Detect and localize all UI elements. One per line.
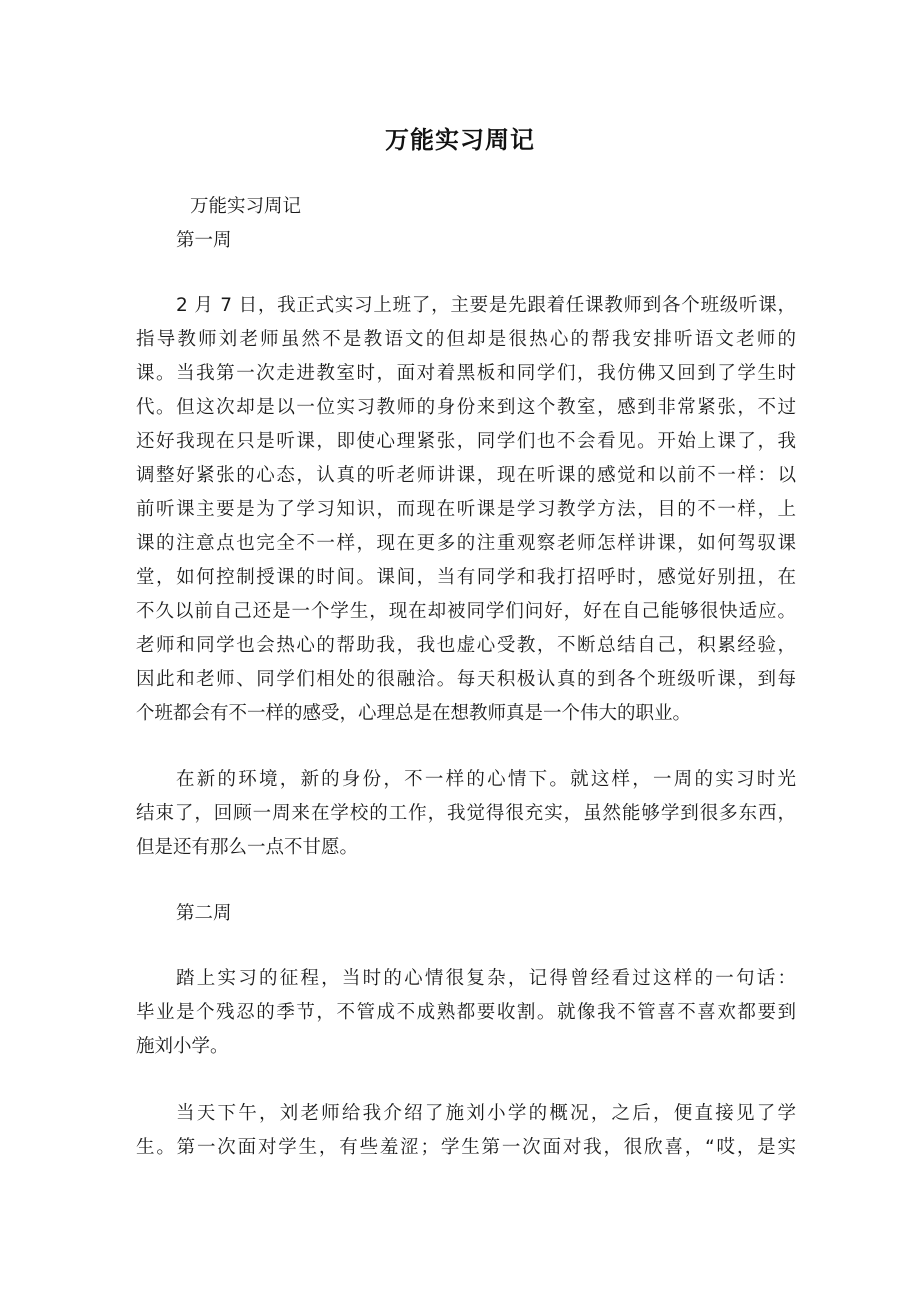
paragraph-line: 在新的环境，新的身份，不一样的心情下。就这样，一周的实习时光 [176, 769, 796, 790]
paragraph-line: 不久以前自己还是一个学生，现在却被同学们问好，好在自己能够很快适应。 [136, 601, 796, 622]
paragraph-line: 老师和同学也会热心的帮助我，我也虚心受教，不断总结自己，积累经验， [136, 635, 796, 656]
paragraph-line: 2 月 7 日，我正式实习上班了，主要是先跟着任课教师到各个班级听课， [176, 295, 796, 316]
paragraph-line: 课。当我第一次走进教室时，面对着黑板和同学们，我仿佛又回到了学生时 [136, 363, 796, 384]
document-title: 万能实习周记 [385, 126, 535, 154]
paragraph-line: 指导教师刘老师虽然不是教语文的但却是很热心的帮我安排听语文老师的 [136, 329, 796, 350]
paragraph-line: 调整好紧张的心态，认真的听老师讲课，现在听课的感觉和以前不一样：以 [136, 465, 796, 486]
paragraph-line: 堂，如何控制授课的时间。课间，当有同学和我打招呼时，感觉好别扭，在 [136, 567, 796, 588]
week2-heading: 第二周 [176, 903, 232, 924]
paragraph-line: 还好我现在只是听课，即使心理紧张，同学们也不会看见。开始上课了，我 [136, 431, 796, 452]
paragraph-line: 当天下午，刘老师给我介绍了施刘小学的概况，之后，便直接见了学 [176, 1103, 796, 1124]
paragraph-line: 个班都会有不一样的感受，心理总是在想教师真是一个伟大的职业。 [136, 703, 692, 724]
paragraph-line: 前听课主要是为了学习知识，而现在听课是学习教学方法，目的不一样，上 [136, 499, 796, 520]
document-subtitle: 万能实习周记 [190, 196, 302, 217]
paragraph-line: 踏上实习的征程，当时的心情很复杂，记得曾经看过这样的一句话： [176, 968, 796, 989]
paragraph-line: 课的注意点也完全不一样，现在更多的注重观察老师怎样讲课，如何驾驭课 [136, 533, 796, 554]
paragraph-line: 因此和老师、同学们相处的很融洽。每天积极认真的到各个班级听课，到每 [136, 669, 796, 690]
paragraph-line: 施刘小学。 [136, 1036, 229, 1057]
paragraph-line: 代。但这次却是以一位实习教师的身份来到这个教室，感到非常紧张，不过 [136, 397, 796, 418]
paragraph-line: 毕业是个残忍的季节，不管成不成熟都要收割。就像我不管喜不喜欢都要到 [136, 1002, 796, 1023]
week1-heading: 第一周 [176, 230, 232, 251]
paragraph-line: 结束了，回顾一周来在学校的工作，我觉得很充实，虽然能够学到很多东西， [136, 803, 796, 824]
paragraph-line: 但是还有那么一点不甘愿。 [136, 837, 359, 858]
paragraph-line: 生。第一次面对学生，有些羞涩；学生第一次面对我，很欣喜，“哎，是实 [136, 1137, 796, 1158]
